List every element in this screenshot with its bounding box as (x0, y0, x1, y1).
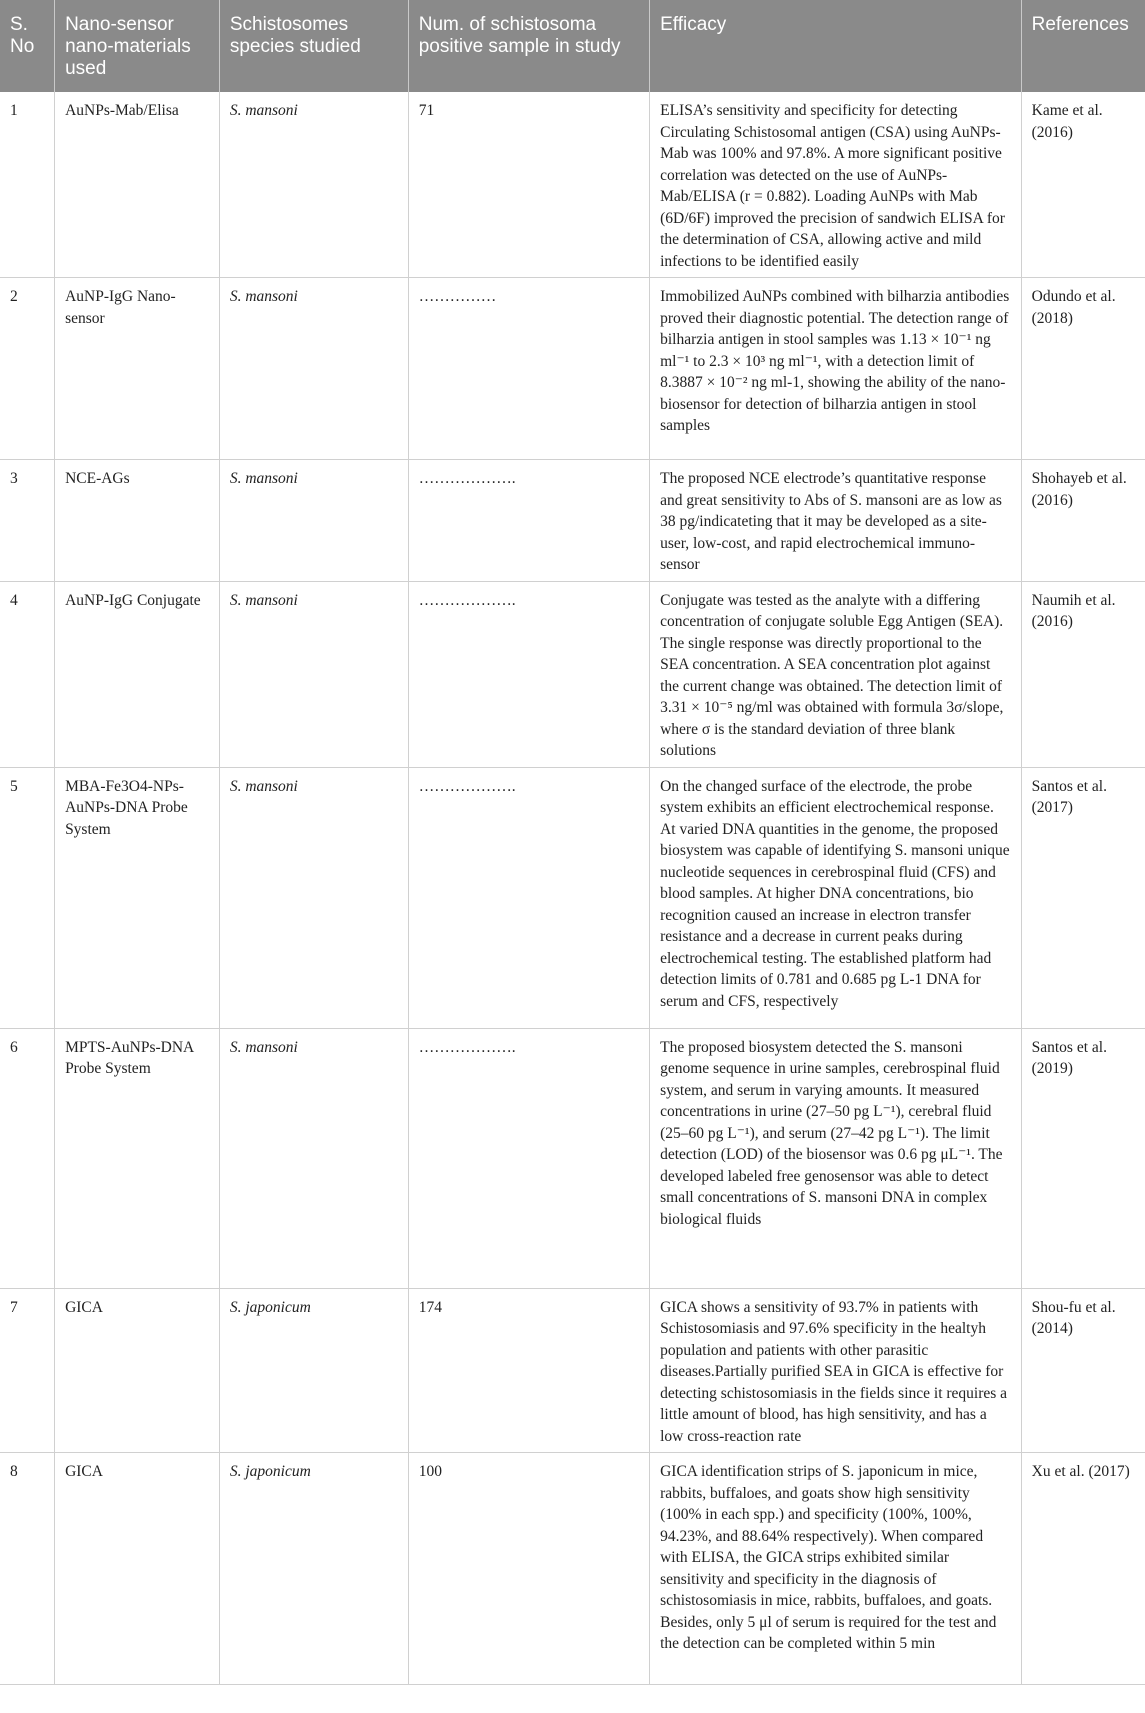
cell-species: S. mansoni (219, 581, 408, 767)
cell-reference: Xu et al. (2017) (1021, 1453, 1145, 1685)
table-row (0, 460, 1145, 582)
header-row (0, 0, 1145, 92)
cell-sno: 5 (0, 767, 55, 1028)
table-row (0, 581, 1145, 767)
cell-species: S. mansoni (219, 460, 408, 582)
cell-sno: 6 (0, 1028, 55, 1288)
cell-nano: AuNP-IgG Conjugate (55, 581, 220, 767)
cell-nano: NCE-AGs (55, 460, 220, 582)
cell-efficacy: GICA identification strips of S. japonicum in mice, rabbits, buffaloes, and goats show high sensitivity (100% in each spp.) and specificity (100%, 100%, 94.23%, and 88.64% respectively). When compared with ELISA, the GICA strips exhibited similar sensitivity and specificity in the diagnosis of schistosomiasis in mice, rabbits, buffaloes, and goats. Besides, only 5 μl of serum is required for the test and the detection can be completed within 5 min (650, 1453, 1022, 1685)
cell-num: ………………. (408, 767, 649, 1028)
cell-reference: Naumih et al. (2016) (1021, 581, 1145, 767)
cell-reference: Santos et al. (2017) (1021, 767, 1145, 1028)
cell-efficacy: On the changed surface of the electrode, the probe system exhibits an efficient electrochemical response. At varied DNA quantities in the genome, the proposed biosystem was capable of identifying S. mansoni unique nucleotide sequences in cerebrospinal fluid (CFS) and blood samples. At higher DNA concentrations, bio recognition caused an increase in electron transfer resistance and a decrease in current peaks during electrochemical testing. The established platform had detection limits of 0.781 and 0.685 pg L-1 DNA for serum and CFS, respectively (650, 767, 1022, 1028)
cell-efficacy: Immobilized AuNPs combined with bilharzia antibodies proved their diagnostic potential. The detection range of bilharzia antigen in stool samples was 1.13 × 10⁻¹ ng ml⁻¹ to 2.3 × 10³ ng ml⁻¹, with a detection limit of 8.3887 × 10⁻² ng ml-1, showing the ability of the nano-biosensor for detection of bilharzia antigen in stool samples (650, 278, 1022, 460)
cell-nano: MBA-Fe3O4-NPs-AuNPs-DNA Probe System (55, 767, 220, 1028)
cell-sno: 8 (0, 1453, 55, 1685)
cell-num: …………… (408, 278, 649, 460)
header-efficacy: Efficacy (650, 0, 1022, 92)
cell-reference: Odundo et al. (2018) (1021, 278, 1145, 460)
cell-species: S. japonicum (219, 1288, 408, 1453)
table-row (0, 92, 1145, 278)
cell-nano: GICA (55, 1453, 220, 1685)
cell-num: 100 (408, 1453, 649, 1685)
cell-num: ………………. (408, 1028, 649, 1288)
header-sno: S. No (0, 0, 55, 92)
cell-efficacy: ELISA’s sensitivity and specificity for detecting Circulating Schistosomal antigen (CSA) using AuNPs-Mab was 100% and 97.8%. A more significant positive correlation was detected on the use of AuNPs-Mab/ELISA (r = 0.882). Loading AuNPs with Mab (6D/6F) improved the precision of sandwich ELISA for the determination of CSA, allowing active and mild infections to be identified easily (650, 92, 1022, 278)
cell-efficacy: The proposed biosystem detected the S. mansoni genome sequence in urine samples, cerebrospinal fluid system, and serum in varying amounts. It measured concentrations in urine (27–50 pg L⁻¹), cerebral fluid (25–60 pg L⁻¹), and serum (27–42 pg L⁻¹). The limit detection (LOD) of the biosensor was 0.6 pg μL⁻¹. The developed labeled free genosensor was able to detect small concentrations of S. mansoni DNA in complex biological fluids (650, 1028, 1022, 1288)
header-nano-materials: Nano-sensor nano-materials used (55, 0, 220, 92)
cell-species: S. mansoni (219, 92, 408, 278)
header-positive-samples: Num. of schistosoma positive sample in study (408, 0, 649, 92)
table-row (0, 1453, 1145, 1685)
cell-reference: Kame et al. (2016) (1021, 92, 1145, 278)
cell-nano: AuNPs-Mab/Elisa (55, 92, 220, 278)
header-references: References (1021, 0, 1145, 92)
cell-nano: GICA (55, 1288, 220, 1453)
cell-sno: 3 (0, 460, 55, 582)
cell-efficacy: GICA shows a sensitivity of 93.7% in patients with Schistosomiasis and 97.6% specificity in the healtyh population and patients with other parasitic diseases.Partially purified SEA in GICA is effective for detecting schistosomiasis in the fields since it requires a little amount of blood, has high sensitivity, and has a low cross-reaction rate (650, 1288, 1022, 1453)
cell-species: S. mansoni (219, 278, 408, 460)
table-row (0, 1288, 1145, 1453)
cell-efficacy: Conjugate was tested as the analyte with a differing concentration of conjugate soluble Egg Antigen (SEA). The single response was directly proportional to the SEA concentration. A SEA concentration plot against the current change was obtained. The detection limit of 3.31 × 10⁻⁵ ng/ml was obtained with formula 3σ/slope, where σ is the standard deviation of three blank solutions (650, 581, 1022, 767)
cell-reference: Shou-fu et al. (2014) (1021, 1288, 1145, 1453)
table-row (0, 1028, 1145, 1288)
cell-reference: Shohayeb et al. (2016) (1021, 460, 1145, 582)
cell-num: ………………. (408, 460, 649, 582)
cell-species: S. japonicum (219, 1453, 408, 1685)
cell-num: 71 (408, 92, 649, 278)
cell-nano: MPTS-AuNPs-DNA Probe System (55, 1028, 220, 1288)
cell-species: S. mansoni (219, 1028, 408, 1288)
cell-sno: 1 (0, 92, 55, 278)
cell-reference: Santos et al. (2019) (1021, 1028, 1145, 1288)
header-species: Schistosomes species studied (219, 0, 408, 92)
cell-num: 174 (408, 1288, 649, 1453)
cell-num: ………………. (408, 581, 649, 767)
table-row (0, 767, 1145, 1028)
cell-nano: AuNP-IgG Nano-sensor (55, 278, 220, 460)
cell-species: S. mansoni (219, 767, 408, 1028)
cell-sno: 7 (0, 1288, 55, 1453)
cell-sno: 2 (0, 278, 55, 460)
cell-efficacy: The proposed NCE electrode’s quantitative response and great sensitivity to Abs of S. mansoni are as low as 38 pg/indicateting that it may be developed as a site-user, low-cost, and rapid electrochemical immuno-sensor (650, 460, 1022, 582)
table-row (0, 278, 1145, 460)
cell-sno: 4 (0, 581, 55, 767)
